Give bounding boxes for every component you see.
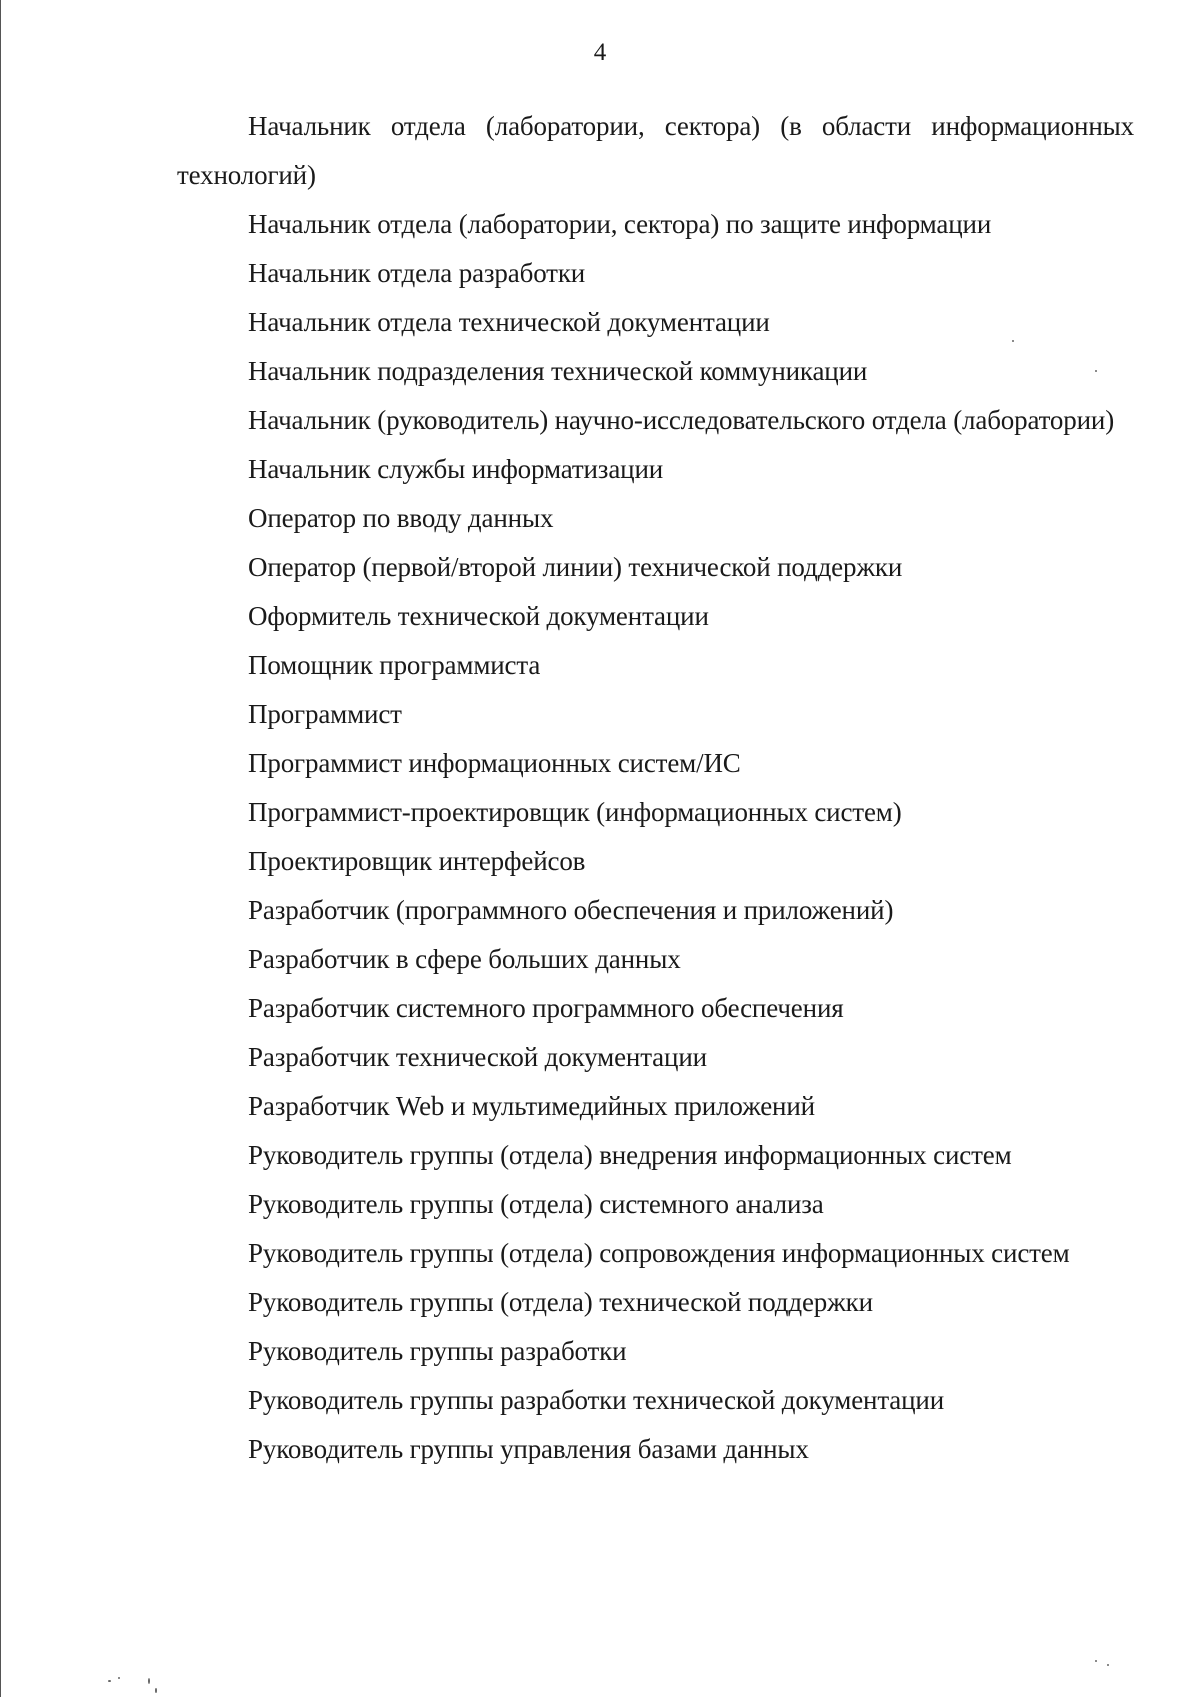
list-item: Разработчик технической документации (248, 1042, 707, 1072)
list-item: Программист информационных систем/ИС (248, 748, 741, 778)
scan-speck (108, 1680, 111, 1682)
list-item: Начальник отдела разработки (248, 258, 586, 288)
list-item: Руководитель группы (отдела) сопровождения информационных систем (248, 1238, 1070, 1268)
scan-speck (118, 1677, 120, 1679)
scan-edge-line (0, 0, 1, 1697)
list-item: Руководитель группы (отдела) внедрения информационных систем (248, 1140, 1012, 1170)
list-item: Разработчик Web и мультимедийных приложений (248, 1091, 815, 1121)
list-item: Начальник отдела технической документации (248, 307, 770, 337)
list-item: Руководитель группы (отдела) технической поддержки (248, 1287, 873, 1317)
scan-speck (1012, 340, 1014, 342)
list-item: Руководитель группы разработки технической документации (248, 1385, 945, 1415)
scan-speck (148, 1678, 150, 1684)
list-item: Разработчик системного программного обеспечения (248, 993, 844, 1023)
list-item: Начальник (руководитель) научно-исследовательского отдела (лаборатории) (248, 405, 1115, 435)
list-item: Проектировщик интерфейсов (248, 846, 586, 876)
list-item: Оформитель технической документации (248, 601, 709, 631)
list-item: Начальник службы информатизации (248, 454, 664, 484)
list-item: Начальник отдела (лаборатории, сектора) по защите информации (248, 209, 992, 239)
position-list (177, 102, 1134, 1474)
scan-speck (1095, 1660, 1097, 1662)
list-item: Оператор по вводу данных (248, 503, 554, 533)
list-item: Руководитель группы разработки (248, 1336, 627, 1366)
list-item: Начальник отдела (лаборатории, сектора) (в области информационных технологий) (177, 111, 1134, 190)
scan-speck (1107, 1664, 1109, 1666)
list-item: Разработчик в сфере больших данных (248, 944, 681, 974)
list-item: Руководитель группы управления базами данных (248, 1434, 809, 1464)
list-item: Оператор (первой/второй линии) технической поддержки (248, 552, 903, 582)
list-item: Программист (248, 699, 402, 729)
list-item: Руководитель группы (отдела) системного анализа (248, 1189, 824, 1219)
scan-speck (155, 1688, 157, 1693)
scan-speck (1095, 370, 1097, 372)
list-item: Помощник программиста (248, 650, 541, 680)
list-item: Программист-проектировщик (информационных систем) (248, 797, 902, 827)
list-item: Разработчик (программного обеспечения и приложений) (248, 895, 894, 925)
list-item: Начальник подразделения технической коммуникации (248, 356, 868, 386)
page-number: 4 (593, 39, 607, 66)
